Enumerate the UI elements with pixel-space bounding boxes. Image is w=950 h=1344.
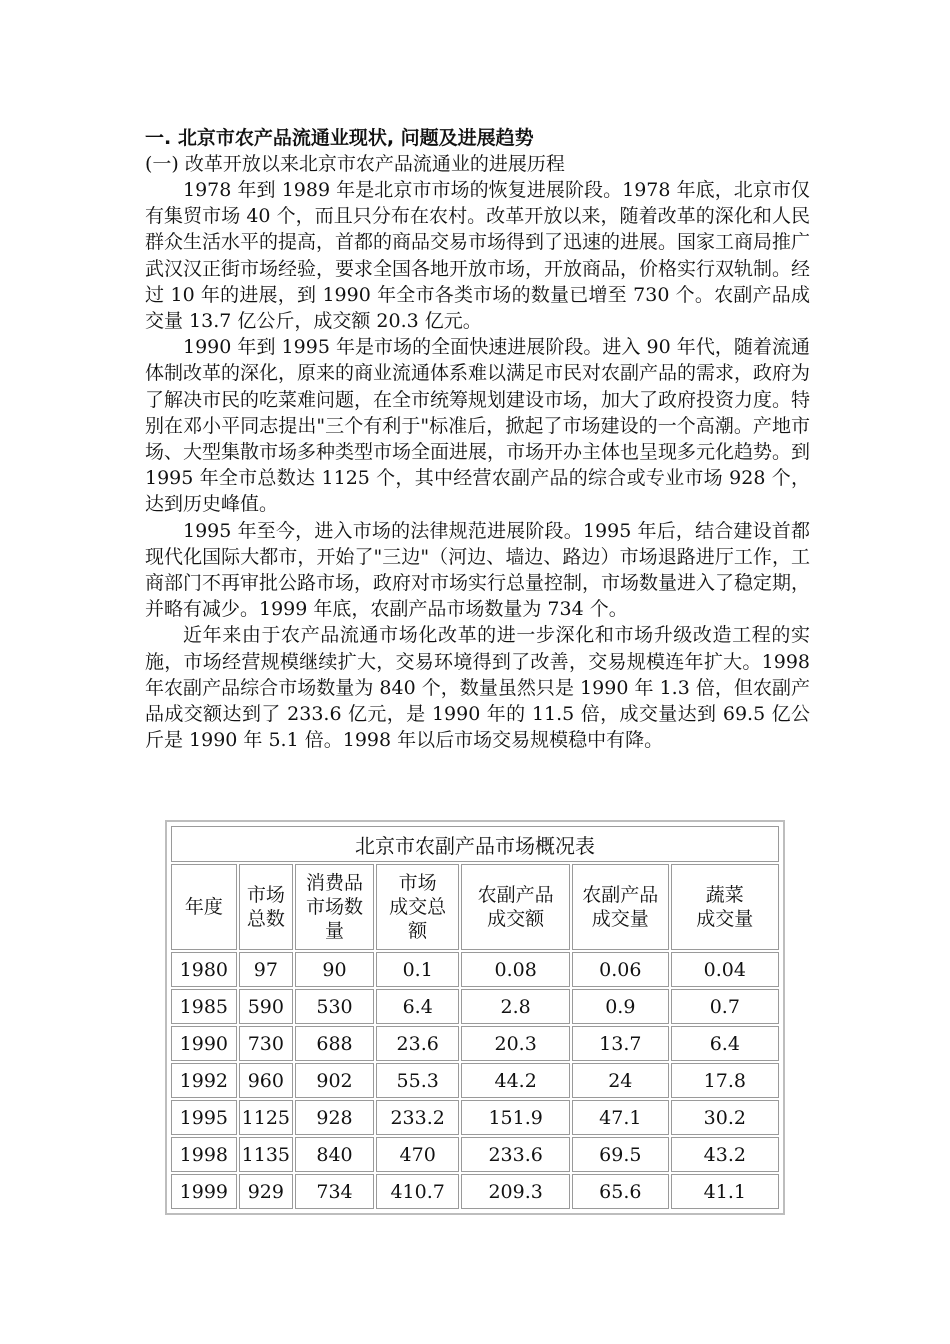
table-cell: 1980	[171, 952, 237, 987]
table-cell: 0.9	[572, 989, 669, 1024]
table-cell: 730	[239, 1026, 293, 1061]
table-cell: 530	[295, 989, 374, 1024]
table-header-cell: 年度	[171, 864, 237, 950]
table-cell: 0.7	[671, 989, 779, 1024]
table-cell: 65.6	[572, 1174, 669, 1209]
table-cell: 1992	[171, 1063, 237, 1098]
table-cell: 590	[239, 989, 293, 1024]
table-header-row	[171, 864, 779, 950]
table-header-cell: 市场 成交总 额	[376, 864, 459, 950]
paragraph-2: 1990 年到 1995 年是市场的全面快速进展阶段。进入 90 年代，随着流通体制改革的深化，原来的商业流通体系难以满足市民对农副产品的需求，政府为了解决市民的吃菜难问题，在全市统筹规划建设市场，加大了政府投资力度。特别在邓小平同志提出"三个有利于"标准后，掀起了市场建设的一个高潮。产地市场、大型集散市场多种类型市场全面进展，市场开办主体也呈现多元化趋势。到 1995 年全市总数达 1125 个，其中经营农副产品的综合或专业市场 928 个，达到历史峰值。	[145, 336, 811, 516]
table-row	[171, 1174, 779, 1209]
table-cell: 2.8	[461, 989, 570, 1024]
table-cell: 97	[239, 952, 293, 987]
table-cell: 902	[295, 1063, 374, 1098]
paragraph-1: 1978 年到 1989 年是北京市市场的恢复进展阶段。1978 年底，北京市仅有集贸市场 40 个，而且只分布在农村。改革开放以来，随着改革的深化和人民群众生活水平的提高，首都的商品交易市场得到了迅速的进展。国家工商局推广武汉汉正街市场经验，要求全国各地开放市场，开放商品，价格实行双轨制。经过 10 年的进展，到 1990 年全市各类市场的数量已增至 730 个。农副产品成交量 13.7 亿公斤，成交额 20.3 亿元。	[145, 179, 811, 333]
table-cell: 43.2	[671, 1137, 779, 1172]
table-cell: 23.6	[376, 1026, 459, 1061]
table-cell: 1995	[171, 1100, 237, 1135]
document-body	[145, 125, 810, 753]
table-cell: 960	[239, 1063, 293, 1098]
table-cell: 688	[295, 1026, 374, 1061]
table-cell: 734	[295, 1174, 374, 1209]
table-cell: 1998	[171, 1137, 237, 1172]
table-cell: 1990	[171, 1026, 237, 1061]
table-cell: 233.2	[376, 1100, 459, 1135]
table-cell: 69.5	[572, 1137, 669, 1172]
table-cell: 929	[239, 1174, 293, 1209]
table-cell: 6.4	[376, 989, 459, 1024]
table-cell: 0.04	[671, 952, 779, 987]
table-header-cell: 农副产品 成交量	[572, 864, 669, 950]
table-cell: 24	[572, 1063, 669, 1098]
table-caption: 北京市农副产品市场概况表	[171, 826, 779, 862]
paragraph-4: 近年来由于农产品流通市场化改革的进一步深化和市场升级改造工程的实施，市场经营规模继续扩大，交易环境得到了改善，交易规模连年扩大。1998 年农副产品综合市场数量为 840 个，数量虽然只是 1990 年 1.3 倍，但农副产品成交额达到了 233.6 亿元，是 1990 年的 11.5 倍，成交量达到 69.5 亿公斤是 1990 年 5.1 倍。1998 年以后市场交易规模稳中有降。	[145, 624, 810, 752]
table-row	[171, 952, 779, 987]
table-cell: 0.1	[376, 952, 459, 987]
table-cell: 1985	[171, 989, 237, 1024]
table-cell: 928	[295, 1100, 374, 1135]
table-cell: 55.3	[376, 1063, 459, 1098]
table-cell: 41.1	[671, 1174, 779, 1209]
table-cell: 470	[376, 1137, 459, 1172]
table-header-cell: 市场 总数	[239, 864, 293, 950]
table-cell: 0.06	[572, 952, 669, 987]
paragraph-3: 1995 年至今，进入市场的法律规范进展阶段。1995 年后，结合建设首都现代化国际大都市，开始了"三边"（河边、墙边、路边）市场退路进厅工作，工商部门不再审批公路市场，政府对市场实行总量控制，市场数量进入了稳定期，并略有减少。1999 年底，农副产品市场数量为 734 个。	[145, 519, 811, 621]
table-cell: 209.3	[461, 1174, 570, 1209]
table-row	[171, 1063, 779, 1098]
table-cell: 410.7	[376, 1174, 459, 1209]
table-cell: 90	[295, 952, 374, 987]
table-row	[171, 989, 779, 1024]
table-header-cell: 消费品 市场数 量	[295, 864, 374, 950]
table-cell: 6.4	[671, 1026, 779, 1061]
table-cell: 13.7	[572, 1026, 669, 1061]
table-cell: 233.6	[461, 1137, 570, 1172]
table-header-cell: 农副产品 成交额	[461, 864, 570, 950]
section-subtitle: (一) 改革开放以来北京市农产品流通业的进展历程	[145, 153, 565, 175]
table-header-cell: 蔬菜 成交量	[671, 864, 779, 950]
table-row	[171, 1100, 779, 1135]
table-cell: 17.8	[671, 1063, 779, 1098]
table-cell: 44.2	[461, 1063, 570, 1098]
table-cell: 47.1	[572, 1100, 669, 1135]
table-cell: 30.2	[671, 1100, 779, 1135]
market-overview-table	[165, 820, 785, 1215]
section-title: 一. 北京市农产品流通业现状, 问题及进展趋势	[145, 127, 534, 149]
table-cell: 1999	[171, 1174, 237, 1209]
table-cell: 1125	[239, 1100, 293, 1135]
table-row	[171, 1026, 779, 1061]
table-cell: 1135	[239, 1137, 293, 1172]
table-cell: 151.9	[461, 1100, 570, 1135]
table-cell: 0.08	[461, 952, 570, 987]
table-cell: 20.3	[461, 1026, 570, 1061]
table-row	[171, 1137, 779, 1172]
table-cell: 840	[295, 1137, 374, 1172]
